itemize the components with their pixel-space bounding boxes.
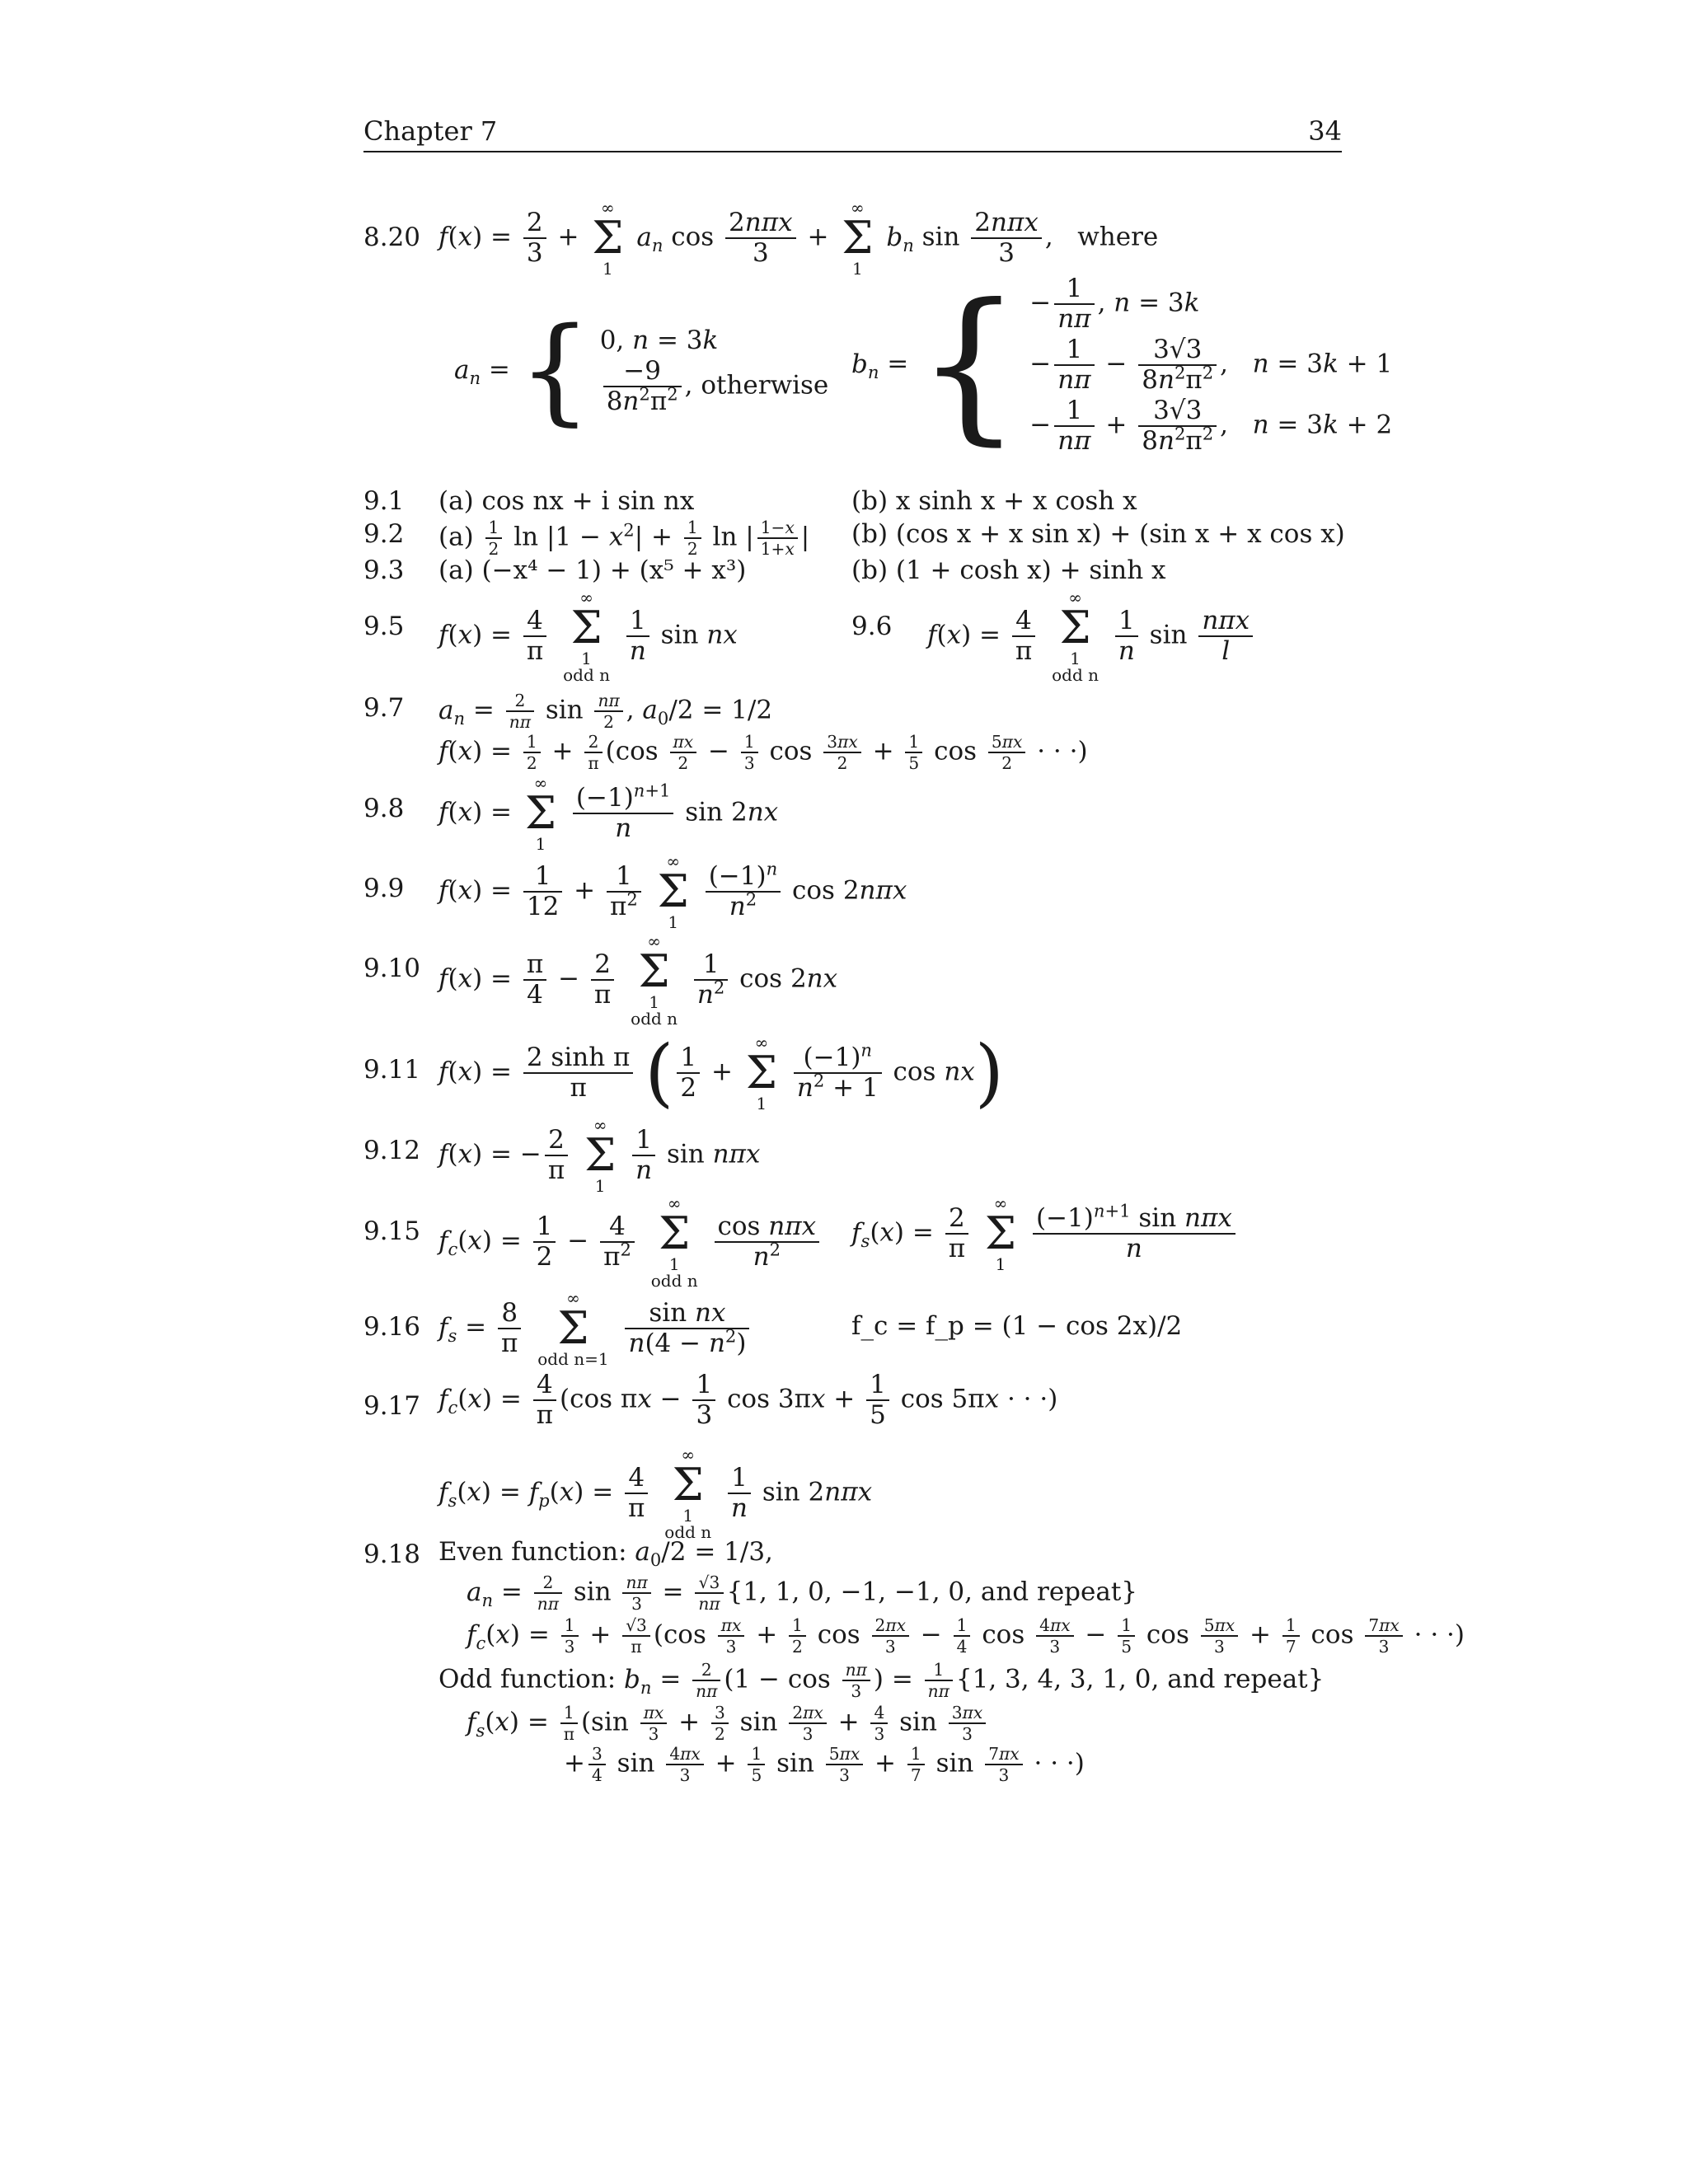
- where-label: where: [1077, 222, 1159, 252]
- problem-number: 9.15: [363, 1216, 421, 1246]
- formula-9-5: f(x) = $\frac{4}{\pi}$ ∞ Σ 1 odd n $\frac{1}{n}$ sin nx: [438, 588, 738, 685]
- chapter-header: Chapter 7: [363, 115, 498, 147]
- formula-9-16-fc: f_c = f_p = (1 − cos 2x)/2: [851, 1311, 1183, 1341]
- problem-number: 9.8: [363, 794, 405, 823]
- answer-9-2b: (b) (cos x + x sin x) + (sin x + x cos x): [851, 519, 1345, 549]
- problem-number: 9.18: [363, 1540, 421, 1569]
- formula-9-7-f: f(x) = $\frac{1}{2}$ + $\frac{2}{\pi}$ (cos $\frac{\pi x}{2}$ − $\frac{1}{3}$ cos $\frac{3\pi x}{2}$ + $\frac{1}{5}$ cos $\frac{5\pi x}{2}$ · · ·): [438, 732, 1088, 774]
- bn-cases-8-20: $b_n$ = { − $\frac{1}{n\pi}$ , n = 3k − $\frac{1}{n\pi}$ − $\frac{3√3}{8n^2\pi^2}$ , n = 3k + 1 − $\frac{1}{n\pi}$ + $\frac{3√3}{8n^2\pi^2}$ , n = 3k + 2: [851, 269, 1393, 461]
- formula-9-15-fc: $f_c(x)$ = $\frac{1}{2}$ − $\frac{4}{\pi^2}$ ∞ Σ 1 odd n $\frac{\text{cos nπx}}{n^2}$: [438, 1195, 823, 1289]
- formula-9-8: f(x) = ∞ Σ 1 $\frac{(-1)^{n+1}}{n}$ sin 2nx: [438, 773, 779, 854]
- formula-9-9: f(x) = $\frac{1}{12}$ + $\frac{1}{\pi^2}$ ∞ Σ 1 $\frac{(-1)^n}{n^2}$ cos 2nπx: [438, 851, 907, 932]
- problem-number: 9.12: [363, 1136, 421, 1165]
- problem-number: 9.16: [363, 1312, 421, 1342]
- otherwise-label: otherwise: [701, 370, 829, 400]
- even-function-label: Even function:: [438, 1537, 627, 1567]
- answer-9-1a: (a) cos nx + i sin nx: [438, 486, 695, 516]
- problem-number: 9.11: [363, 1055, 421, 1085]
- formula-9-10: f(x) = $\frac{\pi}{4}$ − $\frac{2}{\pi}$ ∞ Σ 1 odd n $\frac{1}{n^2}$ cos 2nx: [438, 931, 838, 1029]
- problem-number: 9.1: [363, 486, 405, 516]
- even-function-line: Even function: $a_0/2 = 1/3$,: [438, 1537, 773, 1571]
- an-cases-8-20: $a_n$ = { 0, n = 3k $\frac{-9}{8n^2\pi^2}$ , otherwise: [454, 303, 829, 438]
- an-sequence: {1, 1, 0, −1, −1, 0, and repeat}: [726, 1577, 1138, 1607]
- bn-sequence: {1, 3, 4, 3, 1, 0, and repeat}: [955, 1664, 1325, 1694]
- formula-9-17-fs: $f_s(x) = f_p(x)$ = $\frac{4}{\pi}$ ∞ Σ 1 odd n $\frac{1}{n}$ sin 2nπx: [438, 1445, 873, 1542]
- formula-8-20: f(x) = $\frac{2}{3}$ + ∞ Σ 1 $a_n$ cos $\frac{\text{2nπx}}{3}$ + ∞ Σ 1 $b_n$ sin $\frac{\text{2nπx}}{3}$ , where: [438, 198, 1159, 279]
- formula-9-12: f(x) = − $\frac{2}{\pi}$ ∞ Σ 1 $\frac{1}{n}$ sin nπx: [438, 1115, 761, 1196]
- header-rule: [363, 151, 1342, 152]
- answer-9-1b: (b) x sinh x + x cosh x: [851, 486, 1137, 516]
- formula-9-18-an: $a_n$ = $\frac{2}{n\pi}$ sin $\frac{n\pi}{3}$ = $\frac{√3}{n\pi}$ {1, 1, 0, −1, −1, 0, and repeat}: [467, 1572, 1138, 1615]
- problem-number: 9.17: [363, 1391, 421, 1421]
- formula-9-18-fc: $f_c(x)$ = $\frac{1}{3}$ + $\frac{√3}{\pi}$ (cos $\frac{\pi x}{3}$ + $\frac{1}{2}$ cos $\frac{2\pi x}{3}$ − $\frac{1}{4}$ cos $\frac{4\pi x}{3}$ − $\frac{1}{5}$ cos $\frac{5\pi x}{3}$ + $\frac{1}{7}$ cos $\frac{7\pi x}{3}$ · · ·): [467, 1615, 1465, 1657]
- odd-function-label: Odd function:: [438, 1664, 617, 1694]
- formula-9-6: f(x) = $\frac{4}{\pi}$ ∞ Σ 1 odd n $\frac{1}{n}$ sin $\frac{\text{nπx}}{l}$: [927, 589, 1256, 683]
- answer-9-3b: (b) (1 + cosh x) + sinh x: [851, 555, 1166, 585]
- formula-9-16-fs: $f_s$ = $\frac{8}{\pi}$ ∞ Σ odd n=1 $\frac{\text{sin nx}}{n(4 - n^2)}$: [438, 1290, 753, 1367]
- problem-number: 9.5: [363, 612, 405, 641]
- problem-number: 9.10: [363, 954, 421, 983]
- problem-number: 9.6: [851, 612, 893, 641]
- formula-9-18-fs-2: + $\frac{3}{4}$ sin $\frac{4\pi x}{3}$ + $\frac{1}{5}$ sin $\frac{5\pi x}{3}$ + $\frac{1}{7}$ sin $\frac{7\pi x}{3}$ · · ·): [564, 1744, 1085, 1786]
- problem-number: 9.7: [363, 693, 405, 723]
- formula-9-15-fs: $f_s(x)$ = $\frac{2}{\pi}$ ∞ Σ 1 $\frac{(-1)^{n+1} \sin n\pi x}{n}$: [851, 1195, 1239, 1272]
- problem-number: 9.9: [363, 874, 405, 903]
- formula-9-17-fc: $f_c(x)$ = $\frac{4}{\pi}$ (cos πx − $\frac{1}{3}$ cos 3πx + $\frac{1}{5}$ cos 5πx · · ·): [438, 1370, 1058, 1430]
- problem-number: 9.3: [363, 555, 405, 585]
- formula-9-7-an: $a_n$ = $\frac{2}{n\pi}$ sin $\frac{n\pi}{2}$ , $a_0/2 = 1/2$: [438, 691, 773, 733]
- problem-number: 8.20: [363, 223, 421, 252]
- answer-9-2a: (a) $\frac{1}{2}$ $\ln |1 - x^2|$ + $\frac{1}{2}$ ln | $\frac{1-x}{1+x}$ |: [438, 518, 810, 560]
- page-number: 34: [1308, 115, 1342, 147]
- problem-number: 9.2: [363, 519, 405, 549]
- formula-9-18-fs-1: $f_s(x)$ = $\frac{1}{\pi}$ (sin $\frac{\pi x}{3}$ + $\frac{3}{2}$ sin $\frac{2\pi x}{3}$ + $\frac{4}{3}$ sin $\frac{3\pi x}{3}$: [467, 1704, 989, 1742]
- formula-9-11: f(x) = $\frac{\text{2 sinh π}}{\pi}$ ( $\frac{1}{2}$ + ∞ Σ 1 $\frac{(-1)^n}{n^2 + 1}$ cos nx): [438, 1029, 1004, 1116]
- odd-function-line: Odd function: $b_n$ = $\frac{2}{n\pi}$ (1 − cos $\frac{n\pi}{3}$ ) = $\frac{1}{n\pi}$ {1, 3, 4, 3, 1, 0, and repeat}: [438, 1660, 1325, 1702]
- answer-9-3a: (a) (−x⁴ − 1) + (x⁵ + x³): [438, 555, 747, 585]
